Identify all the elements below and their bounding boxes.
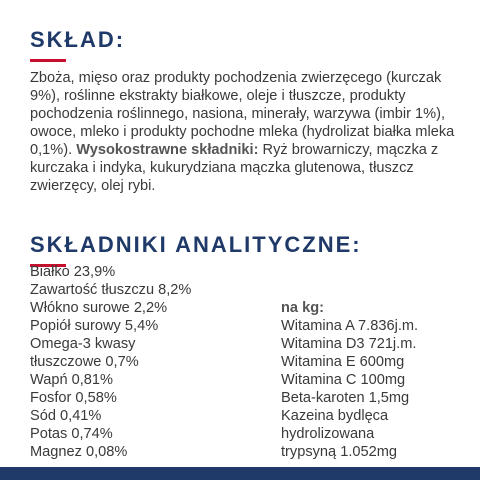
list-item: trypsyną 1.052mg: [281, 444, 398, 460]
analytical-constituents-list: [30, 263, 270, 461]
composition-heading-underline: [30, 59, 66, 62]
list-item: Zawartość tłuszczu 8,2%: [30, 282, 192, 298]
list-item: Witamina E 600mg: [281, 354, 405, 370]
bottom-bar: [0, 467, 480, 480]
list-item: Kazeina bydlęca: [281, 408, 389, 424]
composition-text: [30, 69, 460, 195]
list-item: Fosfor 0,58%: [30, 390, 117, 406]
analytical-heading: SKŁADNIKI ANALITYCZNE:: [30, 232, 362, 257]
list-item: tłuszczowe 0,7%: [30, 354, 139, 370]
per-kg-label: na kg:: [281, 300, 324, 316]
list-item: Białko 23,9%: [30, 264, 116, 280]
list-item: Wapń 0,81%: [30, 372, 114, 388]
composition-ingredients: Zboża, mięso oraz produkty pochodzenia zwierzęcego (kurczak 9%), roślinne ekstrakty białkowe, oleje i tłuszcze, produkty pochodzenia roślinnego, nasiona, minerały, warzywa (imbir 1%), owoce, mleko i produkty pochodne mleka (hydrolizat białka mleka 0,1%).: [30, 70, 455, 158]
list-item: Witamina D3 721j.m.: [281, 336, 417, 352]
list-item: Beta-karoten 1,5mg: [281, 390, 410, 406]
high-quality-ingredients: Ryż browarniczy, mączka z kurczaka i indyka, kukurydziana mączka glutenowa, tłuszcz zwierzęcy, olej rybi.: [30, 142, 439, 194]
list-item: hydrolizowana: [281, 426, 375, 442]
high-quality-label: Wysokostrawne składniki:: [76, 142, 259, 158]
list-item: Witamina C 100mg: [281, 372, 406, 388]
list-item: Sód 0,41%: [30, 408, 102, 424]
list-item: Potas 0,74%: [30, 426, 113, 442]
list-item: Popiół surowy 5,4%: [30, 318, 159, 334]
list-item: Włókno surowe 2,2%: [30, 300, 168, 316]
composition-heading: SKŁAD:: [30, 27, 126, 52]
list-item: Witamina A 7.836j.m.: [281, 318, 419, 334]
list-item: Magnez 0,08%: [30, 444, 128, 460]
additives-per-kg-list: [281, 299, 471, 461]
list-item: Omega-3 kwasy: [30, 336, 136, 352]
